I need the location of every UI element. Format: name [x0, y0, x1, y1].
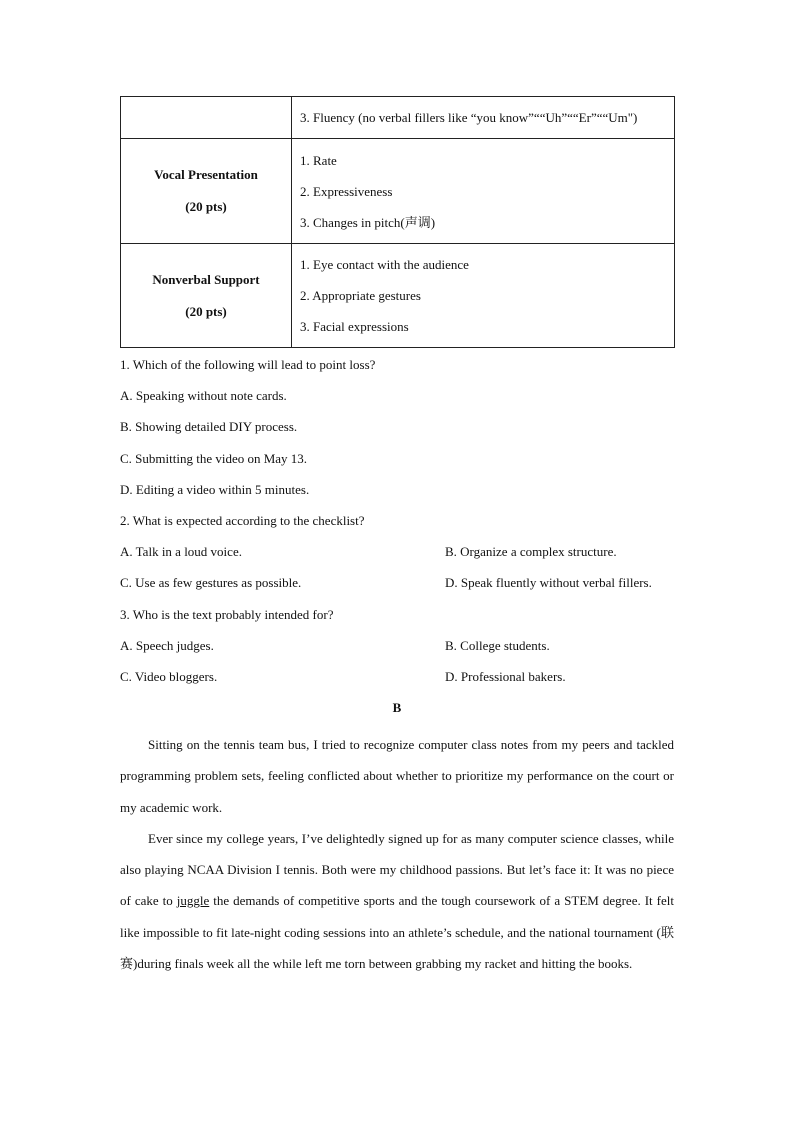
rubric-category-points: (20 pts) [185, 199, 227, 214]
rubric-table [120, 96, 675, 348]
rubric-criterion: 3. Fluency (no verbal fillers like “you know”““Uh”““Er”““Um") [300, 110, 638, 125]
rubric-row [121, 97, 675, 139]
rubric-category-name: Nonverbal Support [152, 271, 260, 287]
passage-text: Ever since my college years, I’ve delightedly signed up for as many computer science classes, while also playing NCAA Division I tennis. Both were my childhood passions. But let’s face it: It was no piece of cake to [120, 830, 674, 909]
question-option: C. Video bloggers. [120, 669, 218, 684]
question-option: D. Professional bakers. [445, 669, 566, 684]
passage-paragraph: Sitting on the tennis team bus, I tried to recognize computer class notes from my peers and tackled programming problem sets, feeling conflicted about whether to prioritize my performance on the court or my academic work. [120, 737, 674, 815]
question-option: A. Speaking without note cards. [120, 388, 287, 403]
rubric-category-name: Vocal Presentation [154, 167, 258, 182]
rubric-criterion: 1. Rate [300, 152, 337, 168]
question-option: C. Use as few gestures as possible. [120, 575, 302, 590]
question-option: D. Editing a video within 5 minutes. [120, 482, 310, 497]
question-option: C. Submitting the video on May 13. [120, 451, 308, 466]
rubric-criteria-cell [292, 97, 675, 139]
passage-paragraph [120, 823, 674, 979]
passage [120, 729, 674, 979]
rubric-criteria-cell [292, 139, 675, 244]
question-option: B. Organize a complex structure. [445, 544, 617, 559]
question-stem: 2. What is expected according to the checklist? [120, 513, 365, 528]
question-option: D. Speak fluently without verbal fillers. [445, 575, 652, 590]
rubric-category-cell [121, 139, 292, 244]
question-option: A. Speech judges. [120, 638, 214, 653]
rubric-row [121, 139, 675, 244]
rubric-category-cell [121, 97, 292, 139]
question-option: B. College students. [445, 638, 550, 653]
rubric-category-points: (20 pts) [185, 303, 227, 319]
question-option: A. Talk in a loud voice. [120, 544, 242, 559]
rubric-row [121, 244, 675, 348]
section-heading: B [392, 700, 402, 715]
rubric-criteria-cell [292, 244, 675, 348]
rubric-criterion: 2. Expressiveness [300, 183, 393, 199]
rubric-criterion: 1. Eye contact with the audience [300, 257, 469, 272]
passage-text: the demands of competitive sports and the tough coursework of a STEM degree. It felt like impossible to fit late-night coding sessions into an athlete’s schedule, and the national tournament (联赛)during finals week all the while left me torn between grabbing my racket and hitting the books. [120, 893, 674, 972]
rubric-criterion: 3. Changes in pitch(声调) [300, 214, 436, 230]
underlined-word: juggle [176, 893, 210, 909]
rubric-category-cell [121, 244, 292, 348]
question-stem: 3. Who is the text probably intended for? [120, 607, 334, 622]
question-option: B. Showing detailed DIY process. [120, 419, 298, 434]
question-stem: 1. Which of the following will lead to point loss? [120, 357, 376, 372]
rubric-criterion: 3. Facial expressions [300, 319, 409, 334]
rubric-criterion: 2. Appropriate gestures [300, 288, 421, 303]
